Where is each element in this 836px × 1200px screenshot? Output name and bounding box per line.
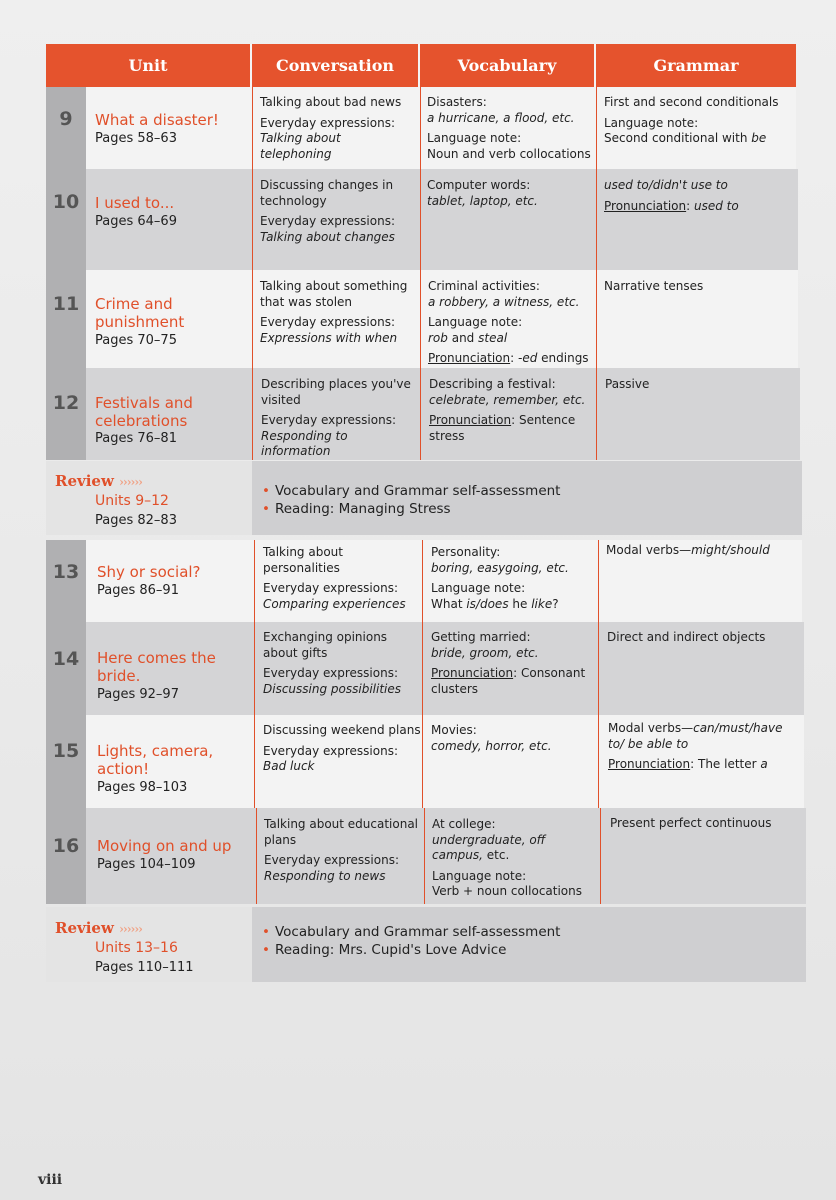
vocabulary-cell: Disasters: a hurricane, a flood, etc. Language note: Noun and verb collocations xyxy=(427,95,591,161)
unit-pages: Pages 76–81 xyxy=(95,431,177,446)
vocabulary-cell: Criminal activities: a robbery, a witness, etc. Language note: rob and steal Pronunciation: -ed endings xyxy=(428,279,589,365)
unit-row-13 xyxy=(46,540,802,622)
unit-pages: Pages 86–91 xyxy=(97,583,179,598)
unit-number: 12 xyxy=(52,392,80,414)
grammar-cell: Passive xyxy=(605,377,650,391)
unit-row-15 xyxy=(46,715,804,808)
unit-pages: Pages 64–69 xyxy=(95,214,177,229)
conversation-cell: Discussing changes in technology Everyday expressions: Talking about changes xyxy=(260,178,396,244)
unit-number: 9 xyxy=(59,108,73,130)
unit-row-11 xyxy=(46,270,798,368)
review-items: • Vocabulary and Grammar self-assessment • Reading: Managing Stress xyxy=(262,483,561,517)
conversation-cell: Talking about bad news Everyday expressions: Talking about telephoning xyxy=(260,95,402,161)
unit-title: What a disaster! xyxy=(95,111,219,129)
unit-title: I used to... xyxy=(95,194,175,212)
unit-title: Crime and punishment xyxy=(95,295,185,331)
unit-number: 14 xyxy=(52,648,80,670)
review-pages: Pages 82–83 xyxy=(95,513,177,528)
review-units: Units 9–12 xyxy=(95,493,169,509)
page-number: viii xyxy=(38,1172,63,1188)
table-header xyxy=(46,44,796,87)
unit-number: 10 xyxy=(52,191,80,213)
header-grammar: Grammar xyxy=(596,44,796,87)
grammar-cell: Modal verbs—might/should xyxy=(606,543,770,557)
chevrons-icon: ›››››› xyxy=(119,475,142,489)
conversation-cell: Talking about educational plans Everyday expressions: Responding to news xyxy=(264,817,419,883)
unit-pages: Pages 98–103 xyxy=(97,780,188,795)
grammar-cell: Narrative tenses xyxy=(604,279,704,293)
unit-title: Here comes the bride. xyxy=(97,649,216,685)
conversation-cell: Discussing weekend plans Everyday expressions: Bad luck xyxy=(263,723,421,773)
unit-title: Festivals and celebrations xyxy=(95,394,193,430)
vocabulary-cell: At college: undergraduate, off campus, etc. Language note: Verb + noun collocations xyxy=(432,817,583,898)
conversation-cell: Describing places you've visited Everyday expressions: Responding to information xyxy=(261,377,411,458)
unit-title: Shy or social? xyxy=(97,563,201,581)
review-items: • Vocabulary and Grammar self-assessment • Reading: Mrs. Cupid's Love Advice xyxy=(262,924,561,958)
unit-row-10 xyxy=(46,169,798,270)
header-conversation: Conversation xyxy=(252,44,420,87)
unit-row-12 xyxy=(46,368,800,460)
unit-title: Lights, camera, action! xyxy=(97,742,214,778)
review-units: Units 13–16 xyxy=(95,940,178,956)
unit-number: 13 xyxy=(52,561,80,583)
vocabulary-cell: Movies: comedy, horror, etc. xyxy=(431,723,552,753)
vocabulary-cell: Describing a festival: celebrate, remember, etc. Pronunciation: Sentence stress xyxy=(429,377,586,443)
review-row-1 xyxy=(46,461,802,535)
grammar-cell: Present perfect continuous xyxy=(610,816,772,830)
unit-row-9 xyxy=(46,87,796,169)
unit-pages: Pages 104–109 xyxy=(97,857,196,872)
unit-pages: Pages 58–63 xyxy=(95,131,177,146)
unit-row-14 xyxy=(46,622,804,715)
conversation-cell: Talking about something that was stolen Everyday expressions: Expressions with when xyxy=(260,279,408,345)
unit-pages: Pages 92–97 xyxy=(97,687,179,702)
conversation-cell: Talking about personalities Everyday expressions: Comparing experiences xyxy=(263,545,406,611)
unit-number: 11 xyxy=(52,293,80,315)
chevrons-icon: ›››››› xyxy=(119,922,142,936)
header-vocabulary: Vocabulary xyxy=(420,44,596,87)
grammar-cell: First and second conditionals Language note: Second conditional with be xyxy=(604,95,779,145)
review-label: Review ›››››› xyxy=(55,472,142,490)
conversation-cell: Exchanging opinions about gifts Everyday expressions: Discussing possibilities xyxy=(263,630,401,696)
grammar-cell: Modal verbs—can/must/have to/ be able to Pronunciation: The letter a xyxy=(608,721,783,771)
grammar-cell: Direct and indirect objects xyxy=(607,630,766,644)
unit-row-16 xyxy=(46,808,806,904)
unit-title: Moving on and up xyxy=(97,837,232,855)
header-unit: Unit xyxy=(46,44,252,87)
review-pages: Pages 110–111 xyxy=(95,960,194,975)
review-label: Review ›››››› xyxy=(55,919,142,937)
unit-number: 16 xyxy=(52,835,80,857)
vocabulary-cell: Computer words: tablet, laptop, etc. xyxy=(427,178,538,208)
review-row-2 xyxy=(46,907,806,982)
vocabulary-cell: Personality: boring, easygoing, etc. Language note: What is/does he like? xyxy=(431,545,569,611)
unit-pages: Pages 70–75 xyxy=(95,333,177,348)
grammar-cell: used to/didn't use to Pronunciation: used to xyxy=(604,178,739,213)
vocabulary-cell: Getting married: bride, groom, etc. Pronunciation: Consonant clusters xyxy=(431,630,586,696)
unit-number: 15 xyxy=(52,740,80,762)
